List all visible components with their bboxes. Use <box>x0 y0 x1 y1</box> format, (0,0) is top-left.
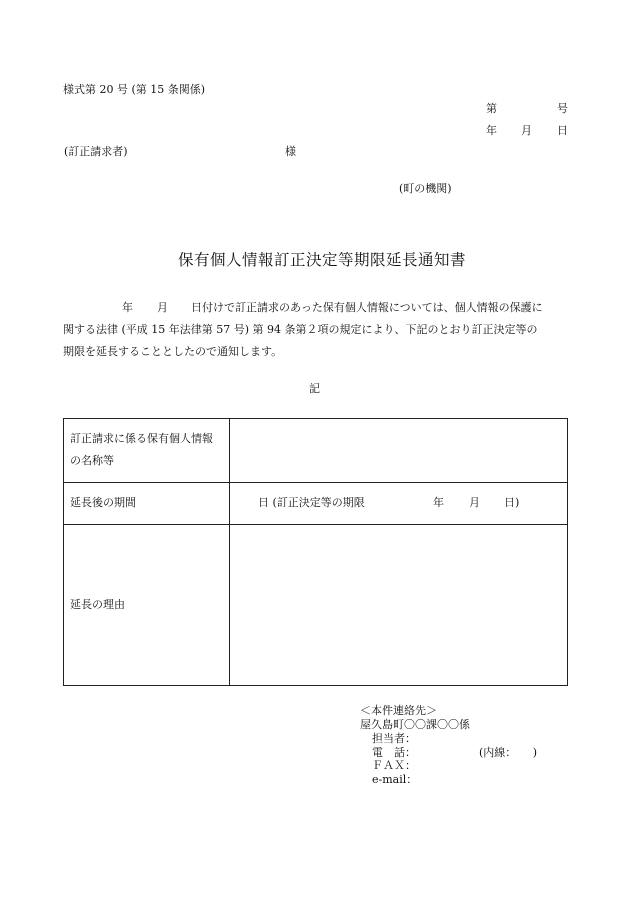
body-line3: 期限を延長することとしたので通知します。 <box>63 345 283 358</box>
row1-label-line2: の名称等 <box>70 454 114 467</box>
contact-email: e-mail： <box>372 773 418 786</box>
form-number: 様式第 20 号 (第 15 条関係) <box>63 83 206 96</box>
row2-value-month: 月 <box>469 496 480 509</box>
document-title: 保有個人情報訂正決定等期限延長通知書 <box>178 251 467 269</box>
ki-heading: 記 <box>309 382 320 395</box>
row2-value-prefix: 日 (訂正決定等の期限 <box>258 496 365 509</box>
body-line1: 日付けで訂正請求のあった保有個人情報については、個人情報の保護に <box>191 301 543 314</box>
document-number-dai: 第 <box>486 102 497 115</box>
contact-extension: (内線： ) <box>479 746 538 759</box>
table-row-divider <box>64 524 567 525</box>
agency-label: (町の機関) <box>399 182 452 195</box>
row2-value-year: 年 <box>433 496 444 509</box>
body-month: 月 <box>157 301 168 314</box>
row2-label: 延長後の期間 <box>70 496 136 509</box>
row1-label-line1: 訂正請求に係る保有個人情報 <box>70 432 213 445</box>
requester-label: (訂正請求者) <box>64 145 128 158</box>
contact-person: 担当者： <box>372 732 416 745</box>
honorific-sama: 様 <box>285 145 296 158</box>
date-month: 月 <box>521 124 532 137</box>
contact-phone: 電 話： <box>372 746 416 759</box>
date-day: 日 <box>557 124 568 137</box>
table-row-divider <box>64 482 567 483</box>
row2-value-day: 日) <box>504 496 520 509</box>
date-year: 年 <box>486 124 497 137</box>
contact-dept: 屋久島町〇〇課〇〇係 <box>360 718 470 731</box>
table-column-divider <box>229 419 230 685</box>
body-line2: 関する法律 (平成 15 年法律第 57 号) 第 94 条第２項の規定により、下記のとおり訂正決定等の <box>63 323 538 336</box>
body-year: 年 <box>122 301 133 314</box>
document-number-go: 号 <box>557 102 568 115</box>
contact-fax: ＦＡＸ： <box>372 759 416 772</box>
contact-heading: ＜本件連絡先＞ <box>360 704 437 717</box>
record-table <box>63 418 568 686</box>
row3-label: 延長の理由 <box>70 598 125 611</box>
